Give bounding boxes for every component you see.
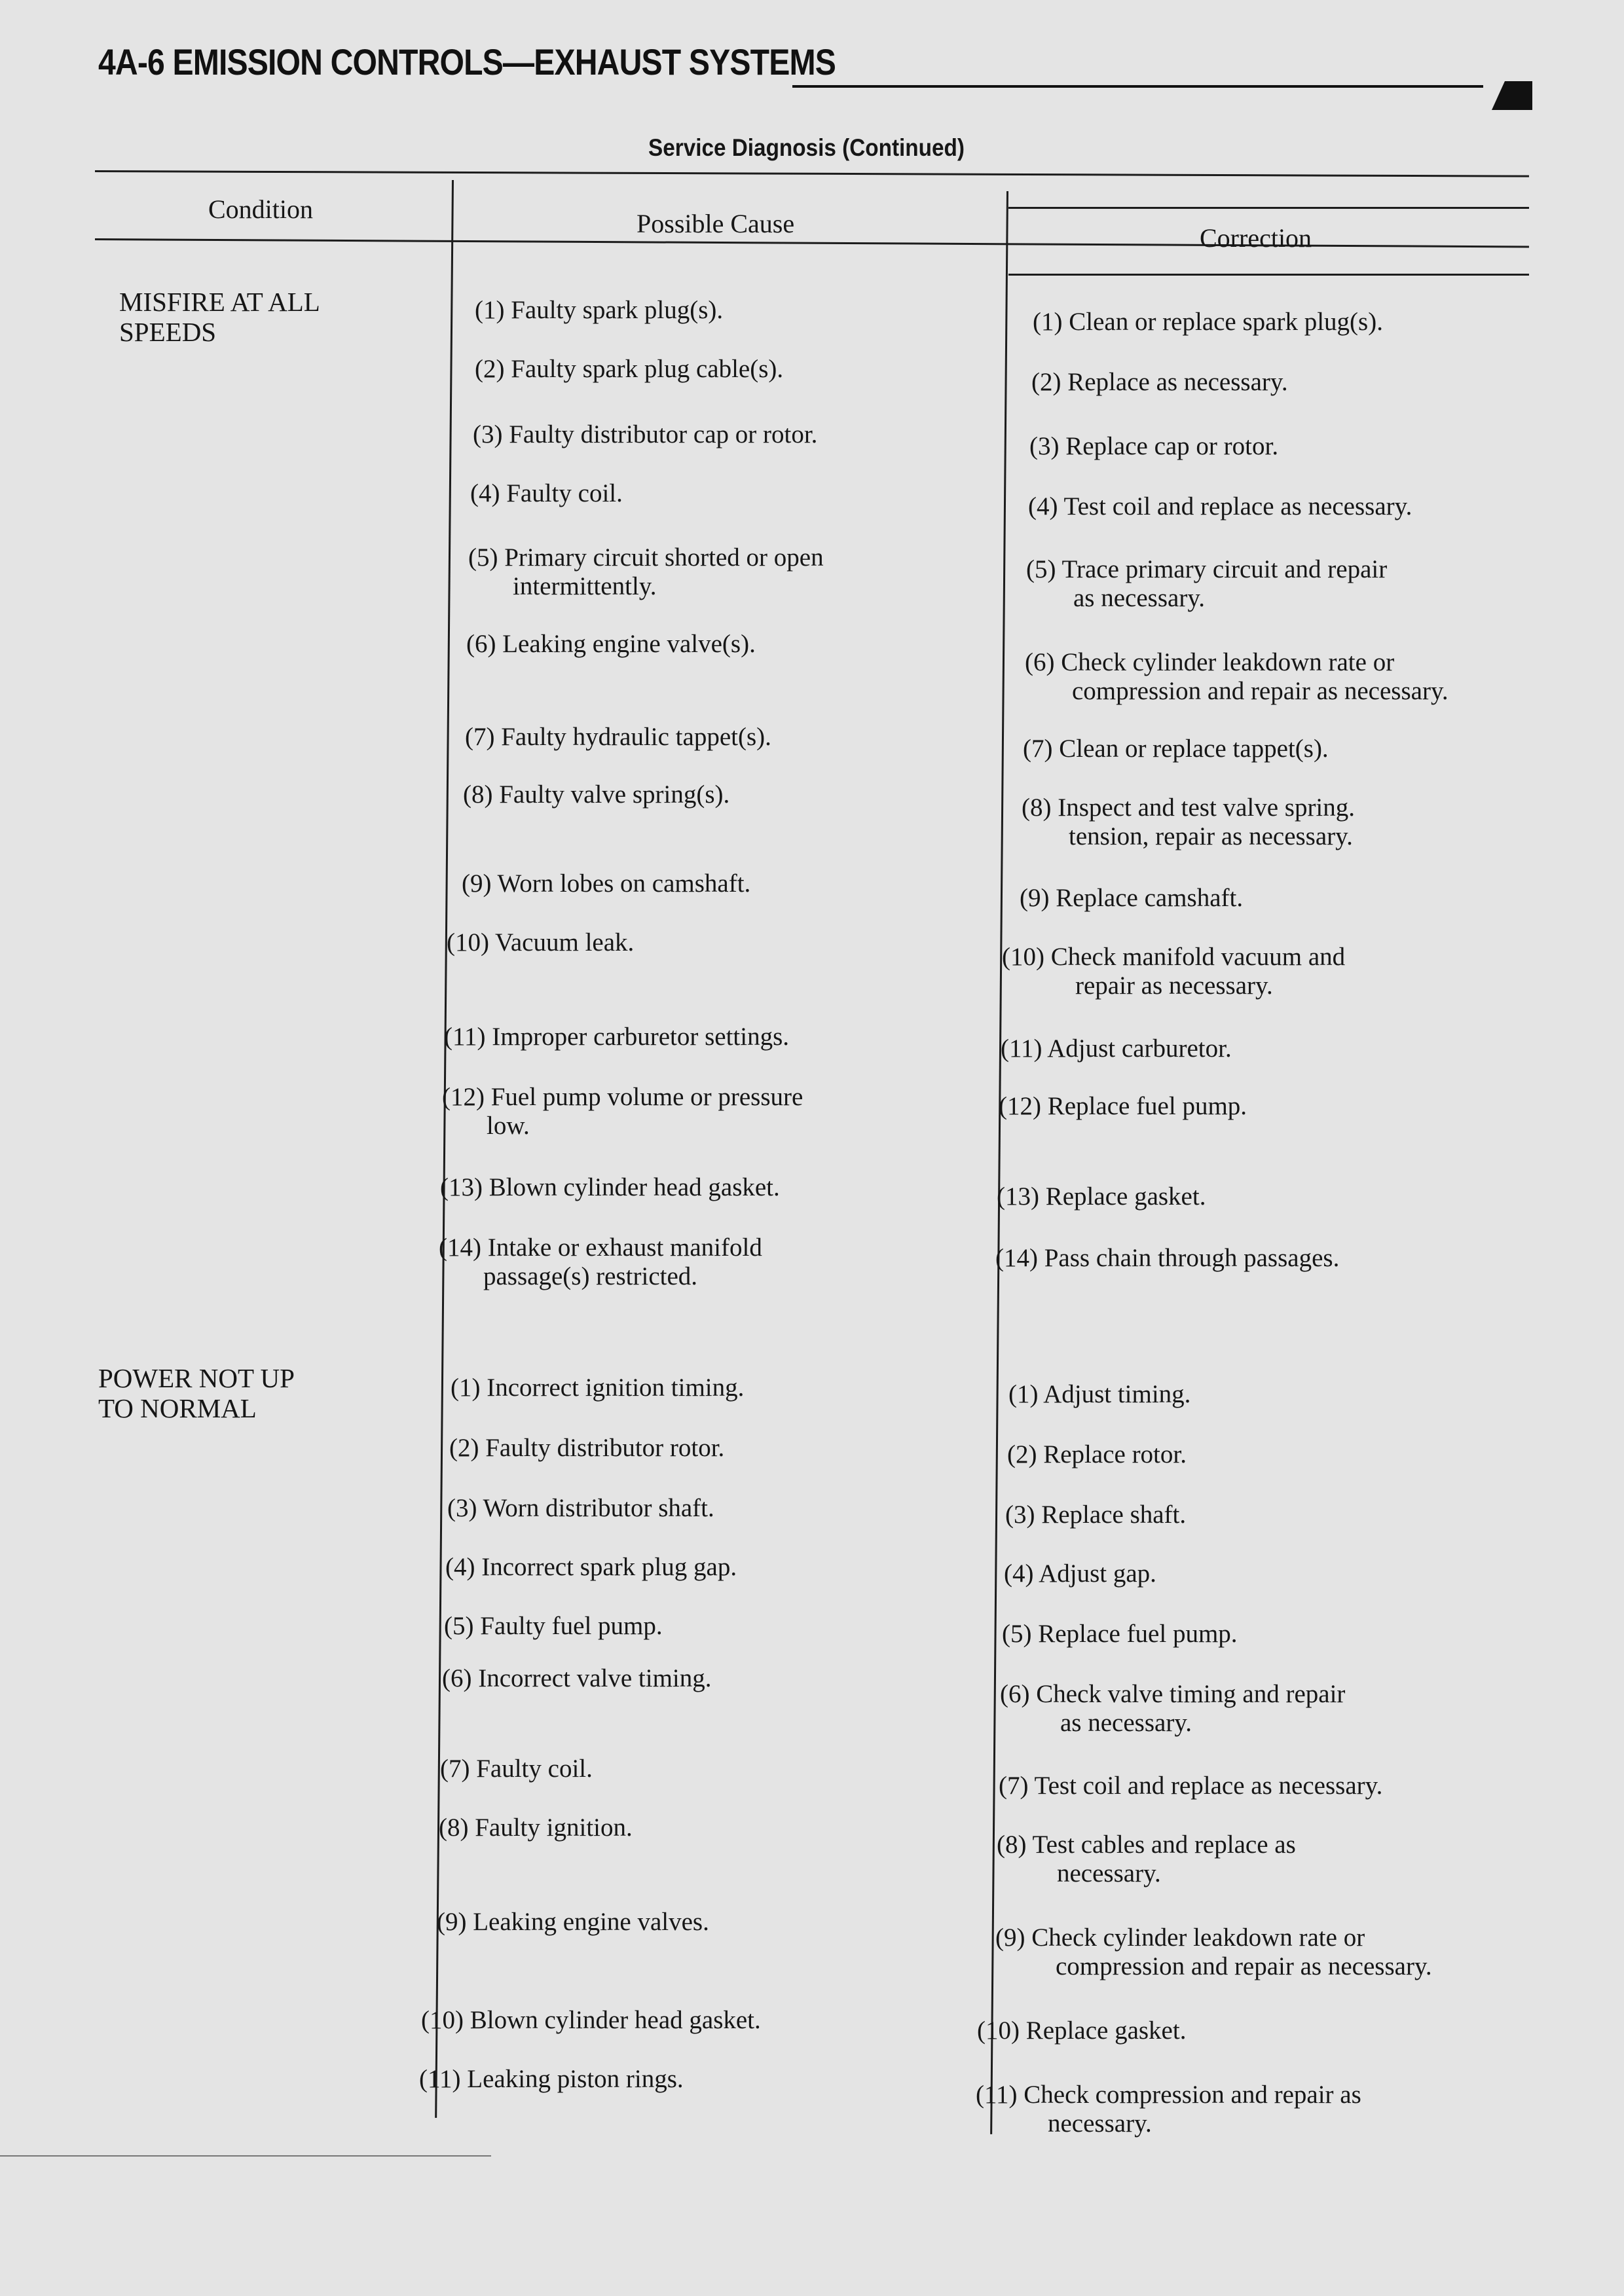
correction-item: (8) Inspect and test valve spring. tension, repair as necessary. — [1022, 793, 1356, 850]
page-header-title: 4A-6 EMISSION CONTROLS—EXHAUST SYSTEMS — [98, 41, 836, 82]
correction-item: (1) Adjust timing. — [1008, 1380, 1191, 1408]
cause-item: (13) Blown cylinder head gasket. — [440, 1173, 780, 1201]
correction-item: (7) Test coil and replace as necessary. — [999, 1772, 1383, 1800]
column-header-cause: Possible Cause — [637, 209, 795, 238]
cause-item: (9) Worn lobes on camshaft. — [462, 869, 751, 898]
cause-item: (6) Leaking engine valve(s). — [466, 630, 756, 658]
cause-item: (2) Faulty spark plug cable(s). — [475, 355, 784, 383]
correction-item: (8) Test cables and replace as necessary. — [997, 1831, 1296, 1887]
cause-item: (14) Intake or exhaust manifold passage(s) restricted. — [439, 1233, 762, 1290]
correction-item: (1) Clean or replace spark plug(s). — [1033, 308, 1383, 336]
cause-item: (7) Faulty coil. — [440, 1755, 593, 1783]
cause-item: (7) Faulty hydraulic tappet(s). — [465, 723, 771, 751]
correction-item: (3) Replace cap or rotor. — [1029, 432, 1279, 460]
bottom-rule — [0, 2155, 491, 2157]
cause-item: (12) Fuel pump volume or pressure low. — [442, 1083, 803, 1140]
correction-item: (2) Replace rotor. — [1007, 1440, 1187, 1468]
cause-item: (8) Faulty valve spring(s). — [463, 780, 730, 809]
correction-item: (4) Test coil and replace as necessary. — [1028, 492, 1412, 520]
correction-item: (7) Clean or replace tappet(s). — [1023, 735, 1329, 763]
correction-item: (9) Replace camshaft. — [1020, 884, 1244, 912]
column-header-condition: Condition — [208, 194, 314, 224]
table-title: Service Diagnosis (Continued) — [648, 134, 965, 161]
correction-item: (6) Check valve timing and repair as necessary. — [1000, 1680, 1346, 1737]
correction-item: (9) Check cylinder leakdown rate or compression and repair as necessary. — [995, 1923, 1432, 1980]
correction-item: (3) Replace shaft. — [1005, 1501, 1187, 1529]
cause-item: (10) Vacuum leak. — [447, 928, 635, 957]
correction-item: (11) Adjust carburetor. — [1001, 1034, 1232, 1063]
section-tab-mark — [1492, 81, 1505, 110]
cause-item: (8) Faulty ignition. — [439, 1813, 633, 1842]
cause-item: (11) Improper carburetor settings. — [444, 1023, 790, 1051]
cause-item: (3) Worn distributor shaft. — [447, 1494, 714, 1522]
correction-item: (4) Adjust gap. — [1004, 1559, 1156, 1588]
condition-misfire: MISFIRE AT ALL SPEEDS — [119, 287, 320, 347]
header-rule — [792, 85, 1483, 88]
correction-item: (5) Trace primary circuit and repair as necessary. — [1026, 555, 1388, 612]
header-rule-correction-upper — [1008, 207, 1529, 209]
correction-item: (5) Replace fuel pump. — [1002, 1620, 1238, 1648]
cause-item: (1) Incorrect ignition timing. — [451, 1374, 745, 1402]
correction-item: (10) Check manifold vacuum and repair as necessary. — [1002, 943, 1346, 1000]
cause-item: (6) Incorrect valve timing. — [442, 1664, 712, 1692]
cause-item: (5) Primary circuit shorted or open intermittently. — [468, 543, 824, 600]
correction-item: (14) Pass chain through passages. — [995, 1244, 1340, 1272]
correction-item: (12) Replace fuel pump. — [999, 1092, 1247, 1120]
correction-item: (2) Replace as necessary. — [1031, 368, 1288, 396]
header-rule-correction-lower — [1008, 274, 1529, 276]
section-tab-mark-block — [1505, 81, 1532, 110]
cause-item: (3) Faulty distributor cap or rotor. — [473, 420, 818, 448]
cause-item: (5) Faulty fuel pump. — [444, 1612, 663, 1640]
cause-item: (11) Leaking piston rings. — [419, 2065, 684, 2093]
condition-power-not-up: POWER NOT UP TO NORMAL — [98, 1363, 295, 1423]
column-header-correction: Correction — [1200, 223, 1312, 253]
cause-item: (10) Blown cylinder head gasket. — [421, 2006, 761, 2034]
table-header-rule — [95, 238, 1529, 247]
correction-item: (13) Replace gasket. — [997, 1182, 1206, 1211]
correction-item: (11) Check compression and repair as necessary. — [976, 2081, 1361, 2138]
cause-item: (2) Faulty distributor rotor. — [449, 1434, 725, 1462]
cause-item: (1) Faulty spark plug(s). — [475, 296, 724, 324]
cause-item: (4) Faulty coil. — [470, 479, 623, 507]
cause-item: (9) Leaking engine valves. — [437, 1908, 709, 1936]
correction-item: (10) Replace gasket. — [977, 2016, 1187, 2045]
correction-item: (6) Check cylinder leakdown rate or compression and repair as necessary. — [1025, 648, 1449, 705]
cause-item: (4) Incorrect spark plug gap. — [445, 1553, 737, 1581]
table-top-rule — [95, 170, 1529, 177]
